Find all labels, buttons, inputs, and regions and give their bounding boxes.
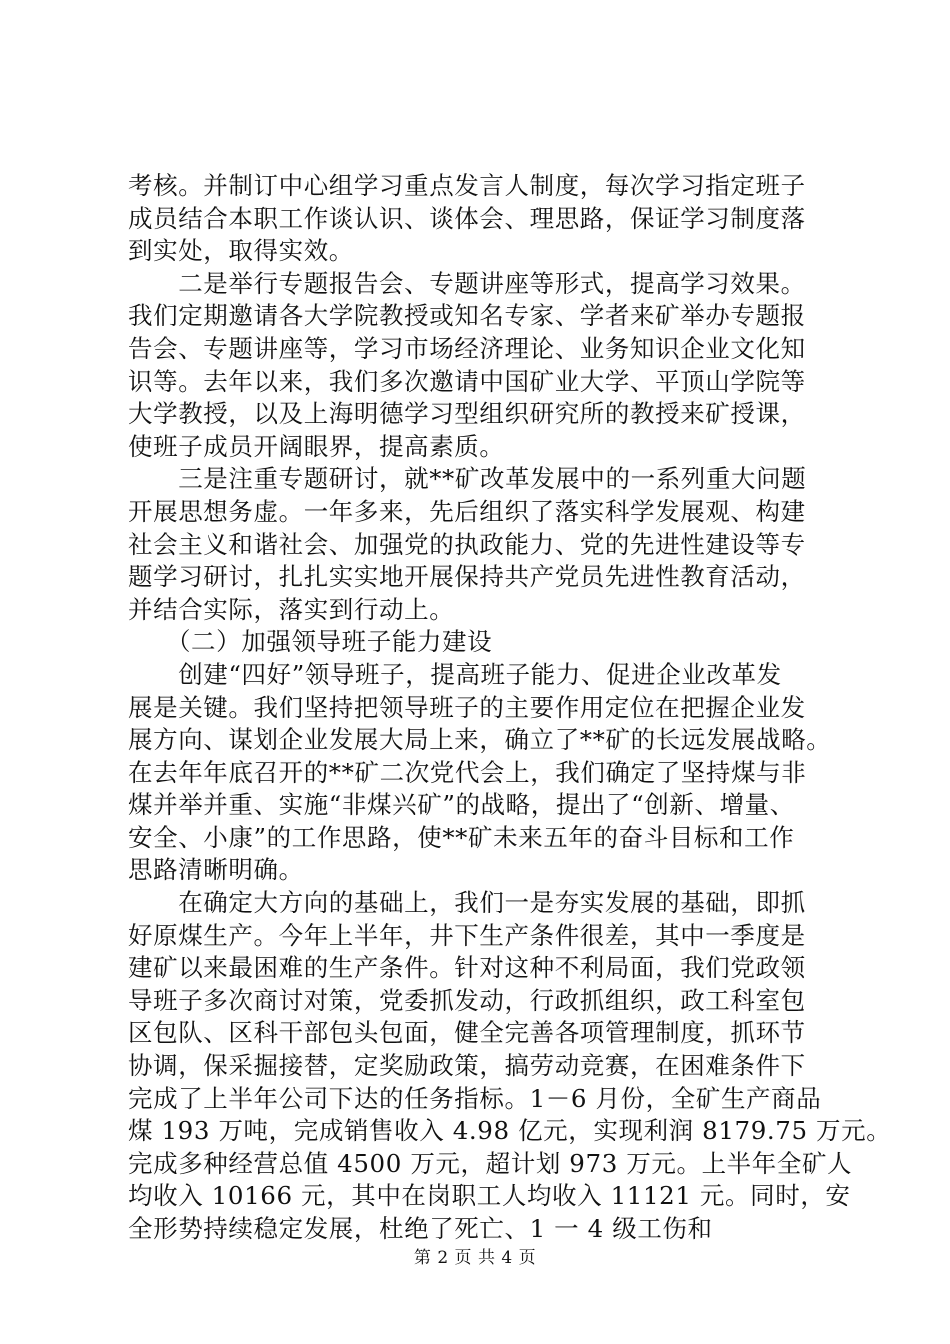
text-line: 考核。并制订中心组学习重点发言人制度，每次学习指定班子 bbox=[128, 171, 806, 200]
text-line: 使班子成员开阔眼界，提高素质。 bbox=[128, 431, 505, 461]
text-line: 完成多种经营总值 4500 万元，超计划 973 万元。上半年全矿人 bbox=[128, 1148, 853, 1178]
text-line: 二是举行专题报告会、专题讲座等形式，提高学习效果。 bbox=[128, 268, 806, 298]
text-line: 开展思想务虚。一年多来，先后组织了落实科学发展观、构建 bbox=[128, 496, 806, 526]
text-line: 协调，保采掘接替，定奖励政策，搞劳动竞赛，在困难条件下 bbox=[128, 1051, 806, 1081]
text-line: 社会主义和谐社会、加强党的执政能力、党的先进性建设等专 bbox=[128, 529, 806, 559]
text-line: 全形势持续稳定发展，杜绝了死亡、1 一 4 级工伤和 bbox=[128, 1214, 713, 1243]
text-line: 在去年年底召开的**矿二次党代会上，我们确定了坚持煤与非 bbox=[128, 757, 807, 787]
text-line: 在确定大方向的基础上，我们一是夯实发展的基础，即抓 bbox=[128, 888, 806, 918]
text-line: 煤并举并重、实施“非煤兴矿”的战略，提出了“创新、增量、 bbox=[128, 790, 795, 820]
text-line: 展方向、谋划企业发展大局上来，确立了**矿的长远发展战略。 bbox=[128, 725, 832, 755]
text-line: 均收入 10166 元，其中在岗职工人均收入 11121 元。同时，安 bbox=[128, 1181, 851, 1211]
text-line: 完成了上半年公司下达的任务指标。1－6 月份，全矿生产商品 bbox=[128, 1083, 822, 1113]
page-number-footer: 第 2 页 共 4 页 bbox=[413, 1248, 537, 1268]
text-line: 创建“四好”领导班子，提高班子能力、促进企业改革发 bbox=[128, 659, 782, 689]
text-line: 思路清晰明确。 bbox=[128, 855, 304, 885]
document-body bbox=[128, 170, 892, 1246]
text-line: 展是关键。我们坚持把领导班子的主要作用定位在把握企业发 bbox=[128, 692, 806, 722]
text-line: 到实处，取得实效。 bbox=[128, 236, 354, 266]
text-line: 煤 193 万吨，完成销售收入 4.98 亿元，实现利润 8179.75 万元。 bbox=[128, 1116, 892, 1146]
text-line: 告会、专题讲座等，学习市场经济理论、业务知识企业文化知 bbox=[128, 333, 806, 363]
text-line: 并结合实际，落实到行动上。 bbox=[128, 594, 455, 624]
text-line: 大学教授，以及上海明德学习型组织研究所的教授来矿授课， bbox=[128, 399, 806, 429]
text-line: 成员结合本职工作谈认识、谈体会、理思路，保证学习制度落 bbox=[128, 203, 806, 233]
text-line: 导班子多次商讨对策，党委抓发动，行政抓组织，政工科室包 bbox=[128, 985, 806, 1015]
text-line: 好原煤生产。今年上半年，井下生产条件很差，其中一季度是 bbox=[128, 920, 806, 950]
text-line: 三是注重专题研讨，就**矿改革发展中的一系列重大问题 bbox=[128, 464, 807, 494]
text-line: 建矿以来最困难的生产条件。针对这种不利局面，我们党政领 bbox=[128, 953, 806, 983]
text-line: 安全、小康”的工作思路，使**矿未来五年的奋斗目标和工作 bbox=[128, 822, 795, 852]
text-line: 我们定期邀请各大学院教授或知名专家、学者来矿举办专题报 bbox=[128, 301, 806, 331]
text-line: 题学习研讨，扎扎实实地开展保持共产党员先进性教育活动， bbox=[128, 562, 806, 592]
text-line: 识等。去年以来，我们多次邀请中国矿业大学、平顶山学院等 bbox=[128, 366, 806, 396]
section-heading: （二）加强领导班子能力建设 bbox=[128, 627, 493, 657]
text-line: 区包队、区科干部包头包面，健全完善各项管理制度，抓环节 bbox=[128, 1018, 806, 1048]
